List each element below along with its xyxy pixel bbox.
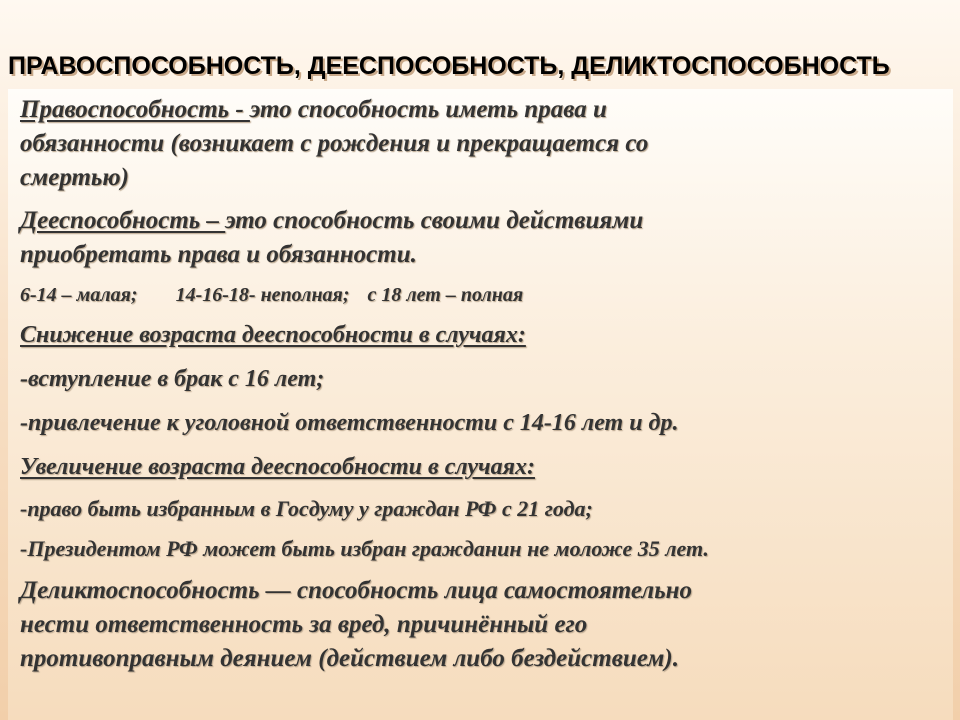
age-range-full: с 18 лет – полная [367, 284, 524, 306]
legal-capacity-line2: обязанности (возникает с рождения и прекращается со [20, 130, 649, 157]
paragraph-delict-capacity [20, 574, 945, 676]
increase-item: -право быть избранным в Госдуму у граждан РФ с 21 года; [20, 496, 593, 521]
increase-heading: Увеличение возраста дееспособности в случаях: [20, 454, 535, 480]
content-box [8, 89, 953, 720]
age-ranges [20, 281, 945, 309]
delict-capacity-line2: нести ответственность за вред, причинённый его [20, 611, 588, 638]
slide-title: ПРАВОСПОСОБНОСТЬ, ДЕЕСПОСОБНОСТЬ, ДЕЛИКТОСПОСОБНОСТЬ [8, 52, 890, 80]
paragraph-capacity [20, 204, 945, 272]
term-capacity: Дееспособность – [20, 207, 226, 234]
delict-capacity-line3: противоправным деянием (действием либо бездействием). [20, 645, 679, 672]
legal-capacity-line1: это способность иметь права и [249, 96, 607, 123]
paragraph-legal-capacity [20, 93, 945, 195]
age-range-partial: 14-16-18- неполная; [175, 284, 350, 306]
term-legal-capacity: Правоспособность - [20, 96, 250, 123]
delict-capacity-line1: Деликтоспособность — способность лица самостоятельно [20, 577, 693, 604]
reduce-item: -вступление в брак с 16 лет; [20, 366, 325, 392]
capacity-line2: приобретать права и обязанности. [20, 241, 417, 268]
capacity-line1: это способность своими действиями [225, 207, 644, 234]
body-text [20, 93, 945, 685]
reduce-item: -привлечение к уголовной ответственности с 14-16 лет и др. [20, 410, 679, 436]
legal-capacity-line3: смертью) [20, 164, 129, 191]
increase-item: -Президентом РФ может быть избран гражданин не моложе 35 лет. [20, 536, 709, 561]
reduce-heading: Снижение возраста дееспособности в случаях: [20, 322, 526, 348]
age-range-minor: 6-14 – малая; [20, 284, 138, 306]
